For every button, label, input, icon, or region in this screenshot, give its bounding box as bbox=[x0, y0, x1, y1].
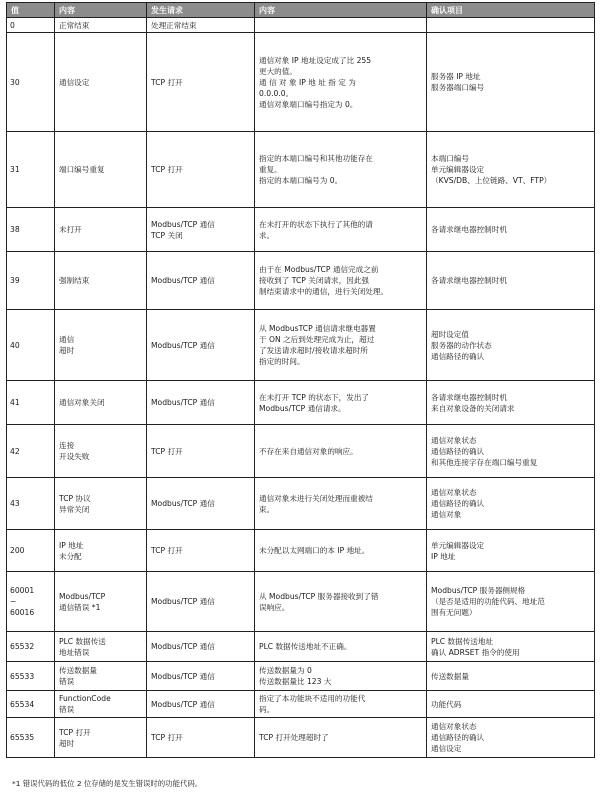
cell-request: TCP 打开 bbox=[147, 718, 255, 758]
table-row bbox=[7, 310, 595, 381]
cell-value: 60001 ~ 60016 bbox=[7, 572, 55, 632]
cell-request: Modbus/TCP 通信 bbox=[147, 310, 255, 381]
cell-value: 65532 bbox=[7, 632, 55, 662]
cell-detail: 指定了本功能块不适用的功能代 码。 bbox=[255, 691, 427, 718]
cell-check: 各请求继电器控制时机 bbox=[427, 252, 595, 310]
cell-value: 0 bbox=[7, 18, 55, 33]
cell-check: 单元编辑器设定 IP 地址 bbox=[427, 530, 595, 572]
cell-request: Modbus/TCP 通信 TCP 关闭 bbox=[147, 208, 255, 252]
table-row bbox=[7, 691, 595, 718]
table-row bbox=[7, 18, 595, 33]
cell-content: 强制结束 bbox=[55, 252, 147, 310]
cell-value: 42 bbox=[7, 425, 55, 478]
error-code-table-wrapper bbox=[6, 2, 594, 758]
cell-request: Modbus/TCP 通信 bbox=[147, 381, 255, 425]
cell-value: 30 bbox=[7, 33, 55, 132]
cell-content: 正常结束 bbox=[55, 18, 147, 33]
cell-value: 31 bbox=[7, 132, 55, 208]
cell-request: TCP 打开 bbox=[147, 132, 255, 208]
cell-check: PLC 数据传送地址 确认 ADRSET 指令的使用 bbox=[427, 632, 595, 662]
cell-detail: 传送数据量为 0 传送数据量比 123 大 bbox=[255, 662, 427, 691]
table-header-row bbox=[7, 3, 595, 18]
cell-request: TCP 打开 bbox=[147, 33, 255, 132]
cell-detail: 通信对象未进行关闭处理而重被结 束。 bbox=[255, 478, 427, 530]
cell-detail: 从 ModbusTCP 通信请求继电器置 于 ON 之后到处理完成为止，超过 了发送请求超时/接收请求超时所 指定的时间。 bbox=[255, 310, 427, 381]
header-detail: 内容 bbox=[255, 3, 427, 18]
footnote: *1 错误代码的低位 2 位存储的是发生错误时的功能代码。 bbox=[12, 779, 203, 788]
cell-content: 连接 开设失败 bbox=[55, 425, 147, 478]
cell-request: Modbus/TCP 通信 bbox=[147, 252, 255, 310]
table-row bbox=[7, 530, 595, 572]
table-row bbox=[7, 632, 595, 662]
cell-request: Modbus/TCP 通信 bbox=[147, 691, 255, 718]
cell-content: FunctionCode 错误 bbox=[55, 691, 147, 718]
cell-detail: PLC 数据传送地址不正确。 bbox=[255, 632, 427, 662]
table-row bbox=[7, 662, 595, 691]
cell-check: 通信对象状态 通信路径的确认 通信设定 bbox=[427, 718, 595, 758]
table-row bbox=[7, 208, 595, 252]
cell-value: 39 bbox=[7, 252, 55, 310]
cell-check: 传送数据量 bbox=[427, 662, 595, 691]
cell-detail: TCP 打开处理超时了 bbox=[255, 718, 427, 758]
cell-request: TCP 打开 bbox=[147, 425, 255, 478]
cell-request: Modbus/TCP 通信 bbox=[147, 662, 255, 691]
cell-value: 65534 bbox=[7, 691, 55, 718]
cell-content: IP 地址 未分配 bbox=[55, 530, 147, 572]
cell-value: 65533 bbox=[7, 662, 55, 691]
cell-check: 本端口编号 单元编辑器设定 （KVS/DB、上位链路、VT、FTP） bbox=[427, 132, 595, 208]
cell-detail: 由于在 Modbus/TCP 通信完成之前 接收到了 TCP 关闭请求，因此强 制结束请求中的通信，进行关闭处理。 bbox=[255, 252, 427, 310]
cell-request: Modbus/TCP 通信 bbox=[147, 632, 255, 662]
cell-check: 通信对象状态 通信路径的确认 和其他连接字存在端口编号重复 bbox=[427, 425, 595, 478]
header-content: 内容 bbox=[55, 3, 147, 18]
header-check: 确认项目 bbox=[427, 3, 595, 18]
table-row bbox=[7, 252, 595, 310]
cell-content: 未打开 bbox=[55, 208, 147, 252]
cell-request: Modbus/TCP 通信 bbox=[147, 572, 255, 632]
cell-value: 200 bbox=[7, 530, 55, 572]
table-row bbox=[7, 132, 595, 208]
cell-content: 通信 超时 bbox=[55, 310, 147, 381]
cell-value: 40 bbox=[7, 310, 55, 381]
cell-check: 超时设定值 服务器的动作状态 通信路径的确认 bbox=[427, 310, 595, 381]
table-row bbox=[7, 718, 595, 758]
cell-request: Modbus/TCP 通信 bbox=[147, 478, 255, 530]
cell-check: 功能代码 bbox=[427, 691, 595, 718]
cell-content: 通信对象关闭 bbox=[55, 381, 147, 425]
cell-detail: 通信对象 IP 地址设定成了比 255 更大的值。 通 信 对 象 IP 地 址 指 定 为 0.0.0.0。 通信对象端口编号指定为 0。 bbox=[255, 33, 427, 132]
cell-value: 65535 bbox=[7, 718, 55, 758]
cell-value: 41 bbox=[7, 381, 55, 425]
header-request: 发生请求 bbox=[147, 3, 255, 18]
table-row bbox=[7, 572, 595, 632]
cell-content: 端口编号重复 bbox=[55, 132, 147, 208]
cell-content: 传送数据量 错误 bbox=[55, 662, 147, 691]
cell-check: 通信对象状态 通信路径的确认 通信对象 bbox=[427, 478, 595, 530]
cell-detail: 不存在来自通信对象的响应。 bbox=[255, 425, 427, 478]
cell-value: 38 bbox=[7, 208, 55, 252]
cell-detail: 在未打开的状态下执行了其他的请 求。 bbox=[255, 208, 427, 252]
table-row bbox=[7, 425, 595, 478]
cell-detail bbox=[255, 18, 427, 33]
error-code-table bbox=[6, 2, 595, 758]
table-row bbox=[7, 478, 595, 530]
cell-check: Modbus/TCP 服务器侧规格 （是否是适用的功能代码、地址范 围有无问题） bbox=[427, 572, 595, 632]
header-value: 值 bbox=[7, 3, 55, 18]
cell-check: 各请求继电器控制时机 来自对象设备的关闭请求 bbox=[427, 381, 595, 425]
cell-content: TCP 打开 超时 bbox=[55, 718, 147, 758]
cell-content: Modbus/TCP 通信错误 *1 bbox=[55, 572, 147, 632]
cell-content: 通信设定 bbox=[55, 33, 147, 132]
cell-content: TCP 协议 异常关闭 bbox=[55, 478, 147, 530]
table-row bbox=[7, 381, 595, 425]
cell-detail: 从 Modbus/TCP 服务器接收到了错 误响应。 bbox=[255, 572, 427, 632]
cell-request: TCP 打开 bbox=[147, 530, 255, 572]
cell-request: 处理正常结束 bbox=[147, 18, 255, 33]
cell-check: 服务器 IP 地址 服务器端口编号 bbox=[427, 33, 595, 132]
cell-value: 43 bbox=[7, 478, 55, 530]
cell-content: PLC 数据传送 地址错误 bbox=[55, 632, 147, 662]
cell-detail: 指定的本端口编号和其他功能存在 重复。 指定的本端口编号为 0。 bbox=[255, 132, 427, 208]
cell-detail: 未分配以太网端口的本 IP 地址。 bbox=[255, 530, 427, 572]
cell-check bbox=[427, 18, 595, 33]
cell-detail: 在未打开 TCP 的状态下，发出了 Modbus/TCP 通信请求。 bbox=[255, 381, 427, 425]
table-row bbox=[7, 33, 595, 132]
cell-check: 各请求继电器控制时机 bbox=[427, 208, 595, 252]
